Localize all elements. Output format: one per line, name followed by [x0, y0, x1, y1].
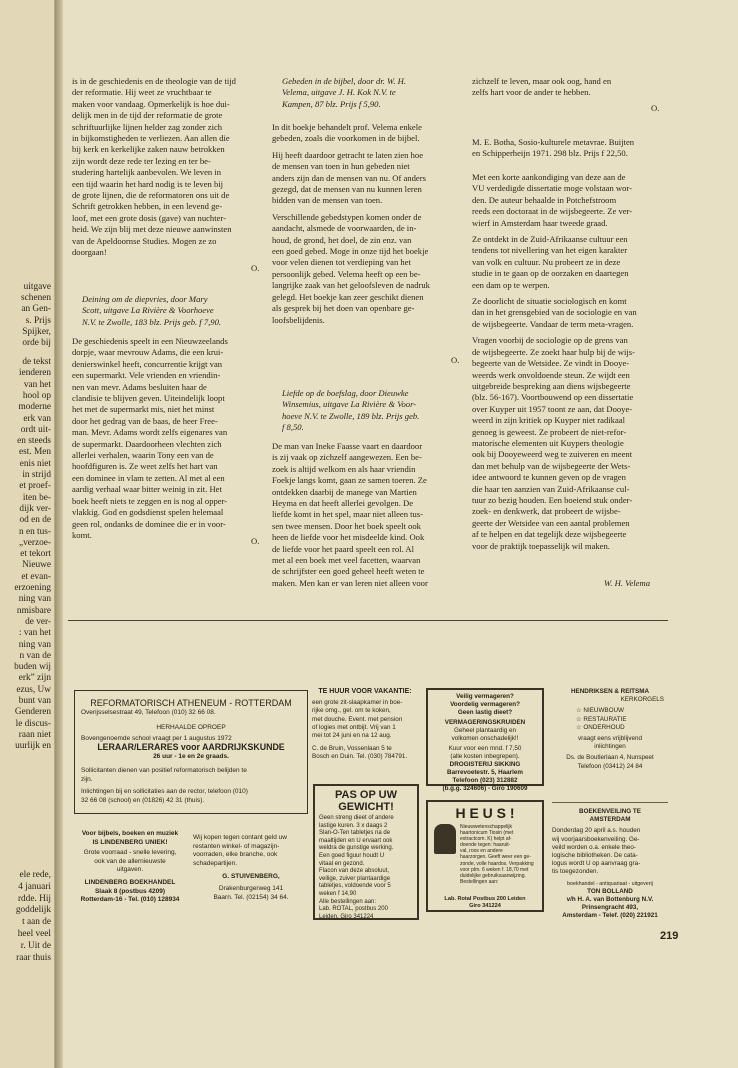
facing-page-text-fragment: s. Prijs	[25, 315, 51, 326]
text-line: Met een korte aankondiging van deze aan de	[472, 172, 626, 182]
text-line: Scott, uitgave La Rivière & Voorhoeve	[82, 305, 214, 316]
text-line: zoek is altijd welkom en als haar vriendin	[272, 463, 416, 474]
text-line: begeerte van de Wetsidee. Ze vindt in Dooye-	[472, 358, 630, 369]
ad-stuivenberg: Wij kopen tegen contant geld uw restanten winkel- of magazijn- voorraden, elke branche, ook schadepartijen. G. STUIVENBERG, Drakenburgerweg 141 Baarn. Tel. (02154) 34 64.	[193, 834, 289, 901]
text-line: weldra de gunstige werking.	[319, 845, 394, 852]
text-line: een tijd waarin het hard nodig is te leven bij	[72, 178, 224, 189]
facing-page-text-fragment: ning van	[18, 594, 51, 605]
facing-page-text-fragment: est. Men	[18, 447, 51, 458]
text-line: f 8,50.	[282, 422, 304, 433]
text-line: de wijsbegeerte. Ze zoekt haar hulp bij de wijs-	[472, 346, 635, 357]
text-line: wij voorjaarsboekenveiling. Ge-	[552, 835, 640, 843]
review-heading-diepvries	[82, 294, 264, 328]
text-line: Winsemius, uitgave La Rivière & Voor-	[282, 399, 417, 410]
review-body-gebeden	[272, 122, 464, 326]
text-line: een dam op te werpen.	[472, 279, 550, 290]
text-line: persoonlijk gebed. Velema heeft op een be-	[272, 268, 421, 279]
page-gutter	[55, 0, 63, 1068]
text-line: tis toegezonden.	[552, 868, 599, 876]
text-line: Flacon van deze absoluut,	[319, 868, 390, 875]
text-line: haarzorgen. Geeft weer een ge-	[460, 854, 531, 861]
text-line: een dominee in vlam te zetten. Al met al een	[72, 472, 225, 483]
ad-boekenveiling: BOEKENVEILING TE AMSTERDAM Donderdag 20 april a.s. houden wij voorjaarsboekenveiling. Ge- veild worden o.a. enkele theo- logische bibliotheken. De cata- logus wordt U op aanvraag gra- tis toegezonden. boekhandel - antiquariaat - uitgeverij TON BOLLAND v/h H. A. van Bottenburg N.V. Prinsengracht 493, Amsterdam - Telef. (020) 221921	[552, 808, 668, 921]
text-line: zonde, volle haardos. Verpakking	[460, 860, 534, 867]
text-line: In dit boekje behandelt prof. Velema enkele	[272, 122, 422, 132]
facing-page-text-fragment: Genderen	[14, 707, 51, 718]
text-line: denierswinkel heeft, concurrentie krijgt van	[72, 358, 223, 369]
text-line: is in de geschiedenis en de theologie van de tijd	[72, 76, 236, 86]
text-line: De man van Ineke Faasse vaart en daardoor	[272, 441, 423, 451]
facing-page-text-fragment: raan niet	[18, 729, 51, 740]
text-line: logus wordt U op aanvraag gra-	[552, 860, 641, 868]
ad-hendriksen-reitsma: HENDRIKSEN & REITSMA KERKORGELS ☆ NIEUWBOUW ☆ RESTAURATIE ☆ ONDERHOUD vraagt eens vrijblijvend inlichtingen Ds. de Boutlerlaan 4, Nunspeet Telefoon (03412) 24 84	[552, 688, 668, 771]
text-line: Lab. ROTAL, postbus 200	[319, 906, 388, 913]
text-line: met al een boek met veel facetten, waarvan	[272, 555, 421, 566]
facing-page-text-fragment: dijk ver-	[19, 503, 51, 514]
text-line: Geen streng dieet of andere	[319, 815, 394, 821]
facing-page-text-fragment: et tekort	[20, 549, 51, 560]
text-line: extractcom. K) helpt af-	[460, 836, 512, 843]
text-line: tuur zo bezig houden. Een boeiend stuk onder-	[472, 494, 633, 505]
text-line: VU verdedigde dissertatie moge volstaan wor-	[472, 183, 632, 194]
text-line: Foekje langs komt, gaan ze samen toeren. Ze	[272, 475, 427, 486]
text-line: loof, met een grote dosis (gave) van nuchter-	[72, 212, 226, 223]
text-line: mei tot 24 juni en na 12 aug.	[312, 732, 392, 740]
text-line: gebeden, zoals die voorkomen in de bijbel.	[272, 133, 420, 144]
text-line: der reformatie. Hij weet ze vruchtbaar te	[72, 87, 212, 98]
review-heading-liefde	[282, 388, 464, 434]
text-line: Donderdag 20 april a.s. houden	[552, 827, 641, 835]
facing-page-text-fragment: raar thuis	[16, 952, 51, 963]
text-line: zijn wordt deze rede ter lezing en ter be-	[72, 155, 211, 166]
text-line: weken f 14,90	[319, 890, 357, 897]
text-line: Verschillende gebedstypen komen onder de	[272, 211, 422, 222]
text-line: voor de praktijk toepasselijk wil maken.	[472, 540, 610, 551]
ad-heus-haartonicum: H E U S ! Nieuwwetenschappelijk haartonicum Tiosin (met extractcom. K) helpt af- doende tegen: haaruit- val, roos en andere haarzorgen. Geeft weer een ge- zonde, volle haardos. Verpakking voor plm. 6 weken f. 18,70 met duidelijke gebruiksaanwijzing. Bestellingen aan: Lab. Rotal Postbus 200 Leiden Giro 341224	[426, 800, 544, 912]
text-line: het met de supermarkt mis, niet het minst	[72, 404, 215, 415]
text-line: rijke omg., gel. om te koken,	[312, 707, 391, 715]
text-line: Hij heeft daardoor getracht te laten zien hoe	[272, 149, 424, 160]
text-line: Een goed figuur houdt U	[319, 852, 385, 859]
text-line: ook bij Dooyeweerd weg te zuiveren en meent	[472, 449, 633, 460]
text-line: in bijkomstigheden te verliezen. Aan allen die	[72, 133, 230, 144]
facing-page-text-fragment: moderne	[18, 402, 51, 413]
text-line: gezegd, dat de mensen van nu kunnen leren	[272, 184, 422, 195]
text-line: zoek- en denkwerk, dat probeert de wijsbe-	[472, 506, 621, 517]
review-body-botha	[472, 172, 664, 552]
text-line: val, roos en andere	[460, 848, 503, 855]
text-line: veilige, zuiver plantaardige	[319, 875, 391, 882]
text-line: de liefde voor het paard speelt een rol. Al	[272, 543, 414, 554]
facing-page-text-fragment: ordt uit-	[20, 424, 51, 435]
facing-page-text-fragment: an Gen-	[21, 304, 51, 315]
text-line: studering hartelijk aanbevolen. We leven in	[72, 167, 222, 178]
text-line: zelfs hart voor de ander te hebben.	[472, 87, 591, 98]
review-signature: O.	[251, 536, 260, 546]
facing-page-text-fragment: Nieuwe	[22, 560, 51, 571]
facing-page-text-fragment: in strijd	[22, 470, 51, 480]
text-line: veild worden o.a. enkele theo-	[552, 843, 637, 851]
text-line: gelegd. Het boekje kan zeer geschikt dienen	[272, 291, 424, 302]
text-line: een goed gebed. Moge in onze tijd het boekje	[272, 246, 429, 257]
facing-page-text-fragment: nmisbare	[16, 605, 51, 616]
review-body-diepvries	[72, 336, 264, 541]
text-line: lastige kuren. 3 x daags 2	[319, 822, 388, 829]
text-line: C. de Bruin, Vossenlaan 5 te	[312, 745, 392, 753]
text-line: en Schipperheijn 1971. 298 blz. Prijs f 22,50.	[472, 148, 628, 159]
ad-te-huur: TE HUUR VOOR VAKANTIE: een grote zit-slaapkamer in boe- rijke omg., gel. om te koken, met douche. Event. met pension of logies met ontbijt. Vrij van 1 mei tot 24 juni en na 12 aug. C. de Bruin, Vossenlaan 5 te Bosch en Duin. Tel. (030) 784791.	[312, 688, 418, 762]
text-line: een grote zit-slaapkamer in boe-	[312, 699, 403, 707]
text-line: langrijke zaak van het geloofsleven de nadruk	[272, 280, 430, 291]
text-line: de wijsbegeerte. Vandaar de term meta-vragen.	[472, 318, 634, 329]
review-heading-botha	[472, 137, 664, 160]
text-line: genoeg is geweest. Ze probeert de niet-refor-	[472, 426, 627, 437]
review-heading-gebeden	[282, 76, 464, 110]
text-line: Bestellingen aan:	[460, 878, 499, 885]
text-line: Leiden, Giro 341224	[319, 913, 374, 920]
text-line: de mensen van toen in hun gebeden niet	[272, 161, 410, 172]
text-line: doende tegen: haaruit-	[460, 842, 511, 849]
text-line: dorpje, waar mevrouw Adams, die een krui-	[72, 347, 224, 358]
text-line: Ze doorlicht de situatie sociologisch en komt	[472, 296, 627, 307]
text-line: aardig verhaal waar bitter weinig in zit. Het	[72, 484, 222, 495]
text-line: liefde komt in het spel, maar niet alleen tus-	[272, 509, 424, 520]
text-line: wierf in Amsterdam haar tweede graad.	[472, 217, 608, 228]
text-line: matorische elementen uit Kuypers theologie	[472, 437, 624, 448]
facing-page-text-fragment: iten be-	[22, 492, 51, 503]
text-line: van volk en cultuur. Nu probeert ze in deze	[472, 256, 621, 267]
text-line: een supermarkt. Vele vrienden en vriendin-	[72, 370, 221, 381]
star-icon: ☆	[576, 723, 582, 731]
facing-page-text-fragment: ning van	[18, 639, 51, 650]
text-line: Deining om de diepvries, door Mary	[82, 294, 208, 304]
facing-page-text-fragment: et evan-	[21, 571, 51, 582]
facing-page-text-fragment: erk” zijn	[18, 673, 51, 684]
text-line: over Kuyper uit 1957 toont ze aan, dat Dooye-	[472, 403, 633, 414]
text-line: reeds een doctoraat in de wijsbegeerte. Ze ver-	[472, 206, 633, 217]
text-line: doorgaan!	[72, 247, 107, 258]
text-line: loofsbelijdenis.	[272, 314, 325, 325]
text-line: anders zijn dan de mensen van nu. Of anders	[272, 172, 426, 183]
facing-page-text-fragment: en steeds	[17, 436, 51, 447]
text-line: dan met behulp van de wijsbegeerte der Wets-	[472, 460, 631, 471]
text-line: maken voor vandaag. Opmerkelijk is hoe dui-	[72, 98, 230, 109]
facing-page-text-fragment: buden wij	[14, 662, 51, 673]
facing-page-text-fragment: de ver-	[25, 616, 51, 627]
text-line: logische bibliotheken. De cata-	[552, 852, 638, 860]
text-line: geen rol, ondanks de dominee die er in voor-	[72, 518, 226, 529]
text-line: Schrift getrokken hebben, in een levend ge-	[72, 201, 223, 212]
review-continuation	[72, 76, 264, 259]
review-signature: O.	[651, 103, 660, 113]
text-line: schriftuurlijke lijnen helder zag zonder zich	[72, 121, 223, 132]
ad-veilig-vermageren: Veilig vermageren? Voordelig vermageren? Geen lastig dieet? VERMAGERINGSKRUIDEN Geheel plantaardig en volkomen onschadelijk!! Kuur voor een mnd. f 7,50 (alle kosten inbegrepen). DROGISTERIJ SIKKING Barrevoetestr. 5, Haarlem Telefoon (023) 312882 (b.g.g. 324606) - Giro 190609	[426, 688, 544, 786]
text-line: Bosch en Duin. Tel. (030) 784791.	[312, 753, 408, 761]
text-line: Liefde op de boefslag, door Dieuwke	[282, 388, 409, 398]
text-line: bij kerk en kerkelijke zaken nauw betrokken	[72, 144, 225, 155]
text-line: boek heeft niets te zeggen en is nog al opper-	[72, 495, 228, 506]
text-line: weerd in zijn kritiek op Kuyper niet radikaal	[472, 415, 625, 426]
facing-page-text-fragment: rdde. Hij	[17, 893, 51, 904]
review-continuation	[472, 76, 664, 99]
text-line: houd, de grond, het doel, de zin enz. van	[272, 234, 412, 245]
text-line: zichzelf te leven, maar ook oog, hand en	[472, 76, 612, 86]
text-line: Vragen voorbij de sociologie op de grens van	[472, 335, 628, 346]
facing-page-text-fragment: t aan de	[22, 917, 51, 928]
text-line: of logies met ontbijt. Vrij van 1	[312, 723, 396, 731]
facing-page-text-fragment: 4 januari	[18, 881, 51, 892]
text-line: van de Apeldoornse Studies. Mogen ze zo	[72, 235, 217, 246]
facing-page-text-fragment: n van de	[19, 650, 51, 661]
text-line: dan in het grensgebied van de sociologie en van	[472, 307, 637, 318]
facing-page-text-fragment: orde bij	[22, 338, 51, 348]
text-line: aandacht, alsmede de voorwaarden, de in-	[272, 223, 417, 234]
review-signature: O.	[251, 263, 260, 273]
facing-page-text-fragment: erk van	[23, 413, 51, 424]
text-line: af te helpen en dat tegelijk deze wijsbegeerte	[472, 529, 627, 540]
text-line: die haar ten aanzien van Zuid-Afrikaanse cul-	[472, 483, 630, 494]
text-line: bidden van de mensen van toen.	[272, 195, 383, 206]
ad-pas-op-uw-gewicht: PAS OP UW GEWICHT! Geen streng dieet of andere lastige kuren. 3 x daags 2 Slan-O-Ten tabletjes na de maaltijden en U ervaart ook weldra de gunstige werking. Een goed figuur houdt U vitaal en gezond. Flacon van deze absoluut, veilige, zuiver plantaardige tabletjes, voldoende voor 5 weken f 14,90 Alle bestellingen aan: Lab. ROTAL, postbus 200 Leiden, Giro 341224	[313, 784, 419, 920]
text-line: weerds werk onvoldoende steun. Ze wijdt een	[472, 369, 630, 380]
review-signature: O.	[451, 355, 460, 365]
facing-page-text-fragment: bunt van	[18, 696, 51, 706]
text-line: sen twee mensen. Door het boek speelt ook	[272, 520, 421, 531]
text-line: komt.	[72, 529, 92, 540]
review-body-liefde	[272, 441, 464, 589]
facing-page-text-fragment: n en tus-	[18, 526, 51, 537]
text-line: De geschiedenis speelt in een Nieuwzeelands	[72, 336, 228, 346]
facing-page-text-fragment: le discus-	[15, 718, 51, 729]
text-line: Kampen, 87 blz. Prijs f 5,90.	[282, 98, 381, 109]
facing-page-text-fragment: de tekst	[22, 357, 51, 367]
text-line: met douche. Event. met pension	[312, 715, 403, 723]
text-line: allerlei verhalen, waarin Tony een van de	[72, 450, 214, 461]
text-line: Ze ontdekt in de Zuid-Afrikaanse cultuur een	[472, 234, 628, 245]
text-line: duidelijke gebruiksaanwijzing.	[460, 872, 526, 879]
text-line: is zij vaak op zichzelf aangewezen. Een be-	[272, 452, 422, 463]
text-line: maken. Men kan er van leren niet alleen voor	[272, 577, 428, 588]
text-line: Gebeden in de bijbel, door dr. W. H.	[282, 76, 407, 86]
facing-page-text-fragment: r. Uit de	[20, 940, 51, 951]
review-author-signature: W. H. Velema	[604, 578, 650, 588]
text-line: N.V. te Zwolle, 183 blz. Prijs geb. f 7,90.	[82, 316, 222, 327]
text-line: tabletjes, voldoende voor 5	[319, 883, 391, 890]
ad-lindenberg-boekhandel: Voor bijbels, boeken en muziek IS LINDENBERG UNIEK! Grote voorraad - snelle levering, ook van de allernieuwste uitgaven. LINDENBERG BOEKHANDEL Slaak 8 (postbus 4209) Rotterdam-16 - Tel. (010) 128934	[80, 830, 180, 904]
facing-page-text-fragment: Spijker,	[22, 326, 51, 337]
portrait-photo	[434, 824, 456, 854]
text-line: (blz. 56-167). Voortbouwend op een dissertatie	[472, 392, 634, 403]
previous-page-edge	[0, 0, 55, 1068]
text-line: nen van mevr. Adams besluiten haar de	[72, 381, 207, 392]
facing-page-text-fragment: heel veel	[17, 929, 51, 939]
facing-page-text-fragment: uitgave	[23, 282, 51, 292]
text-line: den. De auteur behaalde in Potchefstroom	[472, 194, 617, 205]
text-line: M. E. Botha, Sosio-kulturele metavrae. Buijten	[472, 137, 635, 147]
facing-page-text-fragment: „verzoe-	[19, 537, 51, 548]
text-line: idee antwoord te kunnen geven op de vragen	[472, 472, 626, 483]
text-line: voor plm. 6 weken f. 18,70 met	[460, 866, 529, 873]
text-line: ontdekken daarbij de manege van Martien	[272, 486, 417, 497]
ad-reformatorisch-atheneum: REFORMATORISCH ATHENEUM - ROTTERDAM Overijsselsestraat 49, Telefoon (010) 32 66 08. HERHAALDE OPROEP Bovengenoemde school vraagt per 1 augustus 1972 LERAAR/LERARES voor AARDRIJKSKUNDE 26 uur - 1e en 2e graads. Sollicitanten dienen van positief reformatorisch belijden te zijn. Inlichtingen bij en sollicitaties aan de rector, telefoon (010) 32 66 08 (school) en (01826) 42 31 (thuis).	[74, 690, 308, 814]
text-line: Heyma en dat heeft allerlei gevolgen. De	[272, 498, 414, 509]
facing-page-text-fragment: hool op	[22, 390, 51, 401]
facing-page-text-fragment: et proef-	[19, 481, 51, 492]
text-line: voor velen dienen tot verdieping van het	[272, 257, 411, 268]
facing-page-text-fragment: ezus, Uw	[16, 684, 51, 695]
facing-page-text-fragment: od en de	[19, 515, 51, 526]
text-line: vlakkig. God en godsdienst spelen helemaal	[72, 507, 224, 518]
text-line: vitaal en gezond.	[319, 860, 365, 867]
text-line: hoeve N.V. te Zwolle, 189 blz. Prijs geb.	[282, 410, 420, 421]
text-line: studie in te gaan op de oorzaken en daartegen	[472, 268, 629, 279]
facing-page-text-fragment: goddelijk	[15, 905, 51, 916]
service-list: ☆ NIEUWBOUW ☆ RESTAURATIE ☆ ONDERHOUD	[576, 707, 627, 731]
text-line: haartonicum Tiosin (met	[460, 830, 514, 837]
text-line: geerte der Wetsidee van een aantal problemen	[472, 517, 630, 528]
text-line: de schrijfster een goed geheel heeft weten te	[272, 566, 425, 577]
text-line: delijk men in de tijd der reformatie de grote	[72, 110, 223, 121]
facing-page-text-fragment: enis niet	[19, 458, 51, 469]
text-line: clandisie te blijven geven. Uiteindelijk loopt	[72, 393, 225, 404]
text-line: als gesprek bij het doen van openbare ge-	[272, 303, 415, 314]
text-line: de grote lijnen, die de reformatoren ons uit de	[72, 190, 230, 201]
facing-page-text-fragment: van het	[23, 379, 51, 390]
text-line: heen de liefde voor het misdeelde kind. Ook	[272, 532, 425, 543]
facing-page-text-fragment: : van het	[18, 628, 51, 639]
star-icon: ☆	[576, 715, 582, 723]
text-line: door het gedrag van de baas, de heer Free-	[72, 415, 218, 426]
text-line: heid. We zijn blij met deze nieuwe aanwinsten	[72, 224, 232, 235]
text-line: Alle bestellingen aan:	[319, 898, 377, 905]
advertisements-divider	[68, 620, 668, 621]
text-line: uitgebreide bespreking aan diens wijsbegeerte	[472, 380, 631, 391]
page-number: 219	[660, 930, 679, 942]
text-line: Velema, uitgave J. H. Kok N.V. te	[282, 87, 396, 98]
facing-page-text-fragment: ienderen	[18, 368, 51, 379]
ad-divider	[552, 802, 668, 803]
text-line: hoofdfiguren is. Ze weet zelfs het hart van	[72, 461, 218, 472]
facing-page-text-fragment: schenen	[21, 293, 51, 304]
facing-page-text-fragment: uurlijk en	[15, 741, 51, 752]
text-line: de supermarkt. Daardoorheen vlechten zich	[72, 438, 222, 449]
text-line: Slan-O-Ten tabletjes na de	[319, 830, 391, 837]
text-line: tendens tot nivellering van het eigen karakter	[472, 245, 628, 256]
star-icon: ☆	[576, 707, 582, 715]
text-line: man. Mevr. Adams wordt zelfs eigenares van	[72, 427, 228, 438]
text-line: maaltijden en U ervaart ook	[319, 837, 393, 844]
text-line: Nieuwwetenschappelijk	[460, 824, 512, 830]
facing-page-text-fragment: ele rede,	[19, 870, 51, 880]
facing-page-text-fragment: erzoening	[14, 583, 51, 593]
column-1	[72, 76, 264, 259]
